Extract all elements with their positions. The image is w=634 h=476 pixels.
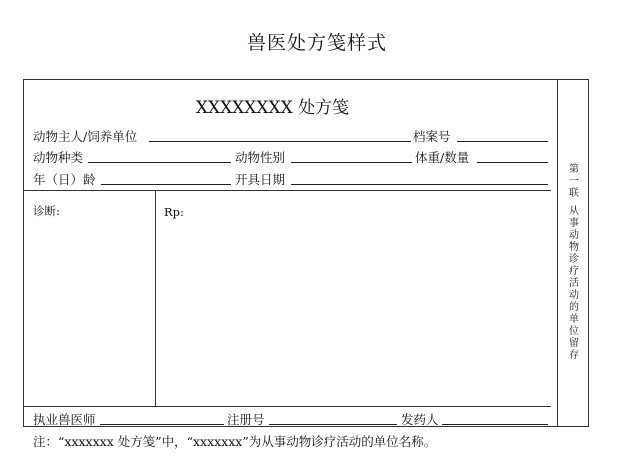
side-char: 疗 <box>569 266 579 277</box>
side-char: 从 <box>569 206 579 217</box>
side-char: 动 <box>569 230 579 241</box>
footer-divider <box>24 406 551 407</box>
reg-no-field[interactable] <box>269 424 397 425</box>
owner-unit-label: 动物主人/饲养单位 <box>33 129 138 144</box>
side-char: 单 <box>569 314 579 325</box>
side-column-divider <box>557 80 558 426</box>
weight-qty-label: 体重/数量 <box>415 150 470 165</box>
species-label: 动物种类 <box>33 150 84 165</box>
side-char: 的 <box>569 302 579 313</box>
side-char: 存 <box>569 350 579 361</box>
prescription-title: XXXXXXXX 处方笺 <box>195 98 350 118</box>
side-char: 动 <box>569 290 579 301</box>
rp-label: Rp: <box>164 205 184 219</box>
side-char: 第 <box>569 164 579 175</box>
sex-label: 动物性别 <box>235 150 286 165</box>
reg-no-label: 注册号 <box>227 412 265 427</box>
rp-area[interactable] <box>160 222 552 402</box>
dispenser-label: 发药人 <box>401 412 439 427</box>
diagnosis-rp-divider <box>155 190 156 406</box>
side-char: 位 <box>569 326 579 337</box>
side-char: 物 <box>569 242 579 253</box>
side-char: 诊 <box>569 254 579 265</box>
footnote: 注：“xxxxxxx 处方笺”中，“xxxxxxx”为从事动物诊疗活动的单位名称。 <box>33 434 437 449</box>
vet-field[interactable] <box>100 424 224 425</box>
sex-field[interactable] <box>291 162 412 163</box>
side-char: 联 <box>569 188 579 199</box>
file-no-field[interactable] <box>457 141 548 142</box>
side-char: 活 <box>569 278 579 289</box>
file-no-label: 档案号 <box>413 129 451 144</box>
side-copy-number <box>564 164 584 200</box>
diagnosis-area[interactable] <box>26 220 152 402</box>
weight-qty-field[interactable] <box>477 162 548 163</box>
header-divider <box>24 190 551 191</box>
diagnosis-label: 诊断: <box>33 204 60 218</box>
issue-date-field[interactable] <box>291 184 548 185</box>
owner-unit-field[interactable] <box>149 141 411 142</box>
age-field[interactable] <box>101 184 231 185</box>
species-field[interactable] <box>88 162 231 163</box>
side-copy-number-text <box>564 164 584 200</box>
side-copy-retention <box>564 206 584 362</box>
issue-date-label: 开具日期 <box>235 172 286 187</box>
side-char: 一 <box>569 176 579 187</box>
age-label: 年（日）龄 <box>33 172 96 187</box>
dispenser-field[interactable] <box>442 424 548 425</box>
side-char: 留 <box>569 338 579 349</box>
side-copy-retention-text <box>564 206 584 362</box>
vet-label: 执业兽医师 <box>33 412 96 427</box>
side-char: 事 <box>569 218 579 229</box>
page-title: 兽医处方笺样式 <box>246 32 387 54</box>
